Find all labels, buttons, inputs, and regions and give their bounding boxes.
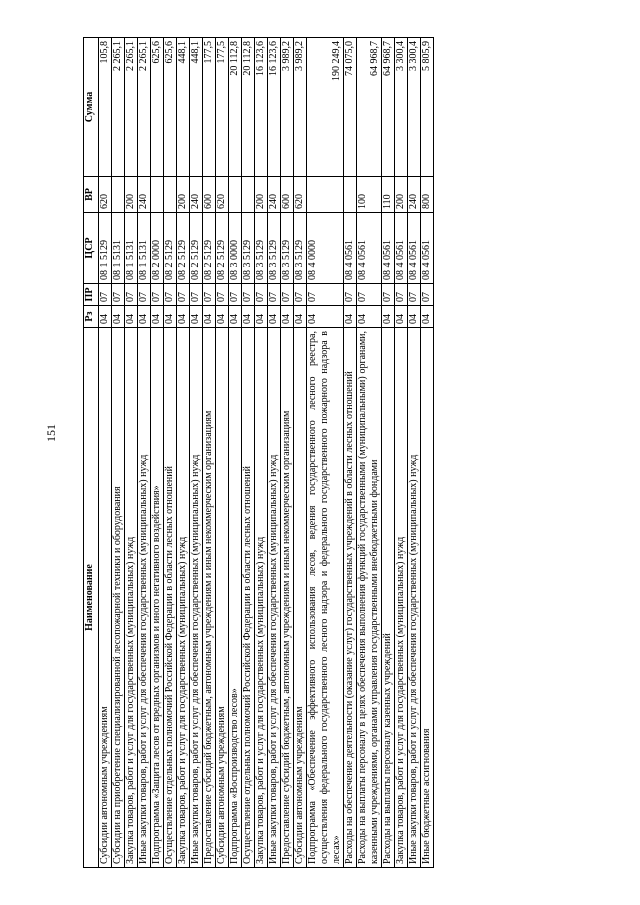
cell-pr: 07 xyxy=(203,284,216,306)
budget-table xyxy=(83,37,434,868)
cell-sum: 2 265,1 xyxy=(112,38,125,177)
cell-vr: 240 xyxy=(408,177,421,213)
cell-rz: 04 xyxy=(125,306,138,328)
cell-sum: 74 075,0 xyxy=(344,38,357,177)
cell-vr: 100 xyxy=(357,177,382,213)
cell-name: Иные закупки товаров, работ и услуг для обеспечения государственных (муниципальных) нужд xyxy=(190,328,203,868)
cell-sum: 20 112,8 xyxy=(242,38,255,177)
table-row xyxy=(408,38,421,868)
table-row xyxy=(216,38,229,868)
table-row xyxy=(421,38,434,868)
cell-csr: 08 3 5129 xyxy=(242,213,255,284)
cell-sum: 2 265,1 xyxy=(138,38,151,177)
table-row xyxy=(344,38,357,868)
cell-rz: 04 xyxy=(99,306,112,328)
cell-sum: 625,6 xyxy=(164,38,177,177)
cell-pr: 07 xyxy=(190,284,203,306)
table-row xyxy=(307,38,344,868)
table-row xyxy=(242,38,255,868)
cell-pr: 07 xyxy=(112,284,125,306)
cell-name: Осуществление отдельных полномочий Российской Федерации в области лесных отношений xyxy=(164,328,177,868)
cell-pr: 07 xyxy=(307,284,344,306)
cell-vr: 240 xyxy=(190,177,203,213)
cell-rz: 04 xyxy=(229,306,242,328)
cell-sum: 190 249,4 xyxy=(307,38,344,177)
cell-sum: 5 805,9 xyxy=(421,38,434,177)
cell-sum: 105,8 xyxy=(99,38,112,177)
cell-sum: 3 989,2 xyxy=(281,38,294,177)
cell-name: Подпрограмма «Воспроизводство лесов» xyxy=(229,328,242,868)
cell-sum: 3 989,2 xyxy=(294,38,307,177)
cell-sum: 3 300,4 xyxy=(395,38,408,177)
table-body xyxy=(99,38,434,868)
cell-rz: 04 xyxy=(216,306,229,328)
rotated-page-content xyxy=(83,38,434,868)
cell-pr: 07 xyxy=(408,284,421,306)
cell-pr: 07 xyxy=(294,284,307,306)
cell-rz: 04 xyxy=(344,306,357,328)
cell-vr: 240 xyxy=(268,177,281,213)
cell-csr: 08 4 0561 xyxy=(408,213,421,284)
cell-name: Расходы на выплаты персоналу в целях обеспечения выполнения функций государственными (муниципальными) органами, казенными учреждениями, органами управления государственными внебюджетными фондами xyxy=(357,328,382,868)
cell-rz: 04 xyxy=(164,306,177,328)
table-row xyxy=(112,38,125,868)
header-rz: Рз xyxy=(84,306,99,328)
cell-name: Иные закупки товаров, работ и услуг для обеспечения государственных (муниципальных) нужд xyxy=(138,328,151,868)
table-row xyxy=(203,38,216,868)
table-row xyxy=(395,38,408,868)
cell-sum: 448,1 xyxy=(177,38,190,177)
cell-pr: 07 xyxy=(281,284,294,306)
cell-vr xyxy=(307,177,344,213)
cell-pr: 07 xyxy=(395,284,408,306)
cell-sum: 177,5 xyxy=(216,38,229,177)
cell-rz: 04 xyxy=(190,306,203,328)
cell-name: Иные закупки товаров, работ и услуг для обеспечения государственных (муниципальных) нужд xyxy=(268,328,281,868)
cell-pr: 07 xyxy=(151,284,164,306)
cell-csr: 08 3 5129 xyxy=(255,213,268,284)
cell-sum: 64 968,7 xyxy=(382,38,395,177)
table-row xyxy=(138,38,151,868)
cell-vr: 200 xyxy=(177,177,190,213)
cell-rz: 04 xyxy=(395,306,408,328)
header-csr: ЦСР xyxy=(84,213,99,284)
header-vr: ВР xyxy=(84,177,99,213)
cell-name: Подпрограмма «Защита лесов от вредных организмов и иного негативного воздействия» xyxy=(151,328,164,868)
cell-name: Субсидии автономным учреждениям xyxy=(99,328,112,868)
cell-rz: 04 xyxy=(294,306,307,328)
cell-name: Предоставление субсидий бюджетным, автономным учреждениям и иным некоммерческим организациям xyxy=(281,328,294,868)
cell-vr xyxy=(164,177,177,213)
cell-pr: 07 xyxy=(177,284,190,306)
cell-vr: 620 xyxy=(294,177,307,213)
cell-vr: 110 xyxy=(382,177,395,213)
table-row xyxy=(255,38,268,868)
table-row xyxy=(125,38,138,868)
cell-csr: 08 2 5129 xyxy=(216,213,229,284)
cell-pr: 07 xyxy=(242,284,255,306)
cell-pr: 07 xyxy=(216,284,229,306)
cell-pr: 07 xyxy=(357,284,382,306)
cell-name: Закупка товаров, работ и услуг для государственных (муниципальных) нужд xyxy=(255,328,268,868)
cell-name: Закупка товаров, работ и услуг для государственных (муниципальных) нужд xyxy=(125,328,138,868)
page-number: 151 xyxy=(44,424,58,442)
table-row xyxy=(268,38,281,868)
cell-name: Субсидии автономным учреждениям xyxy=(216,328,229,868)
cell-sum: 177,5 xyxy=(203,38,216,177)
table-row xyxy=(177,38,190,868)
cell-name: Предоставление субсидий бюджетным, автономным учреждениям и иным некоммерческим организациям xyxy=(203,328,216,868)
cell-csr: 08 1 5131 xyxy=(112,213,125,284)
table-row xyxy=(164,38,177,868)
cell-pr: 07 xyxy=(255,284,268,306)
cell-rz: 04 xyxy=(255,306,268,328)
cell-rz: 04 xyxy=(382,306,395,328)
table-row xyxy=(99,38,112,868)
cell-name: Закупка товаров, работ и услуг для государственных (муниципальных) нужд xyxy=(395,328,408,868)
cell-vr: 800 xyxy=(421,177,434,213)
cell-csr: 08 1 5131 xyxy=(138,213,151,284)
cell-vr: 620 xyxy=(99,177,112,213)
table-row xyxy=(190,38,203,868)
cell-csr: 08 3 5129 xyxy=(268,213,281,284)
cell-vr: 200 xyxy=(125,177,138,213)
header-pr: ПР xyxy=(84,284,99,306)
cell-name: Расходы на обеспечение деятельности (оказание услуг) государственных учреждений в области лесных отношений xyxy=(344,328,357,868)
table-row xyxy=(229,38,242,868)
cell-vr: 600 xyxy=(281,177,294,213)
cell-sum: 64 968,7 xyxy=(357,38,382,177)
cell-vr xyxy=(242,177,255,213)
cell-rz: 04 xyxy=(408,306,421,328)
cell-name: Субсидии на приобретение специализированной лесопожарной техники и оборудования xyxy=(112,328,125,868)
cell-vr: 200 xyxy=(395,177,408,213)
cell-sum: 2 265,1 xyxy=(125,38,138,177)
cell-pr: 07 xyxy=(164,284,177,306)
cell-rz: 04 xyxy=(203,306,216,328)
table-row xyxy=(382,38,395,868)
cell-rz: 04 xyxy=(307,306,344,328)
table-row xyxy=(281,38,294,868)
cell-csr: 08 2 0000 xyxy=(151,213,164,284)
table-header-row xyxy=(84,38,99,868)
cell-csr: 08 2 5129 xyxy=(190,213,203,284)
cell-pr: 07 xyxy=(344,284,357,306)
cell-pr: 07 xyxy=(99,284,112,306)
cell-sum: 20 112,8 xyxy=(229,38,242,177)
cell-vr xyxy=(229,177,242,213)
cell-name: Иные закупки товаров, работ и услуг для обеспечения государственных (муниципальных) нужд xyxy=(408,328,421,868)
cell-rz: 04 xyxy=(138,306,151,328)
cell-vr: 240 xyxy=(138,177,151,213)
cell-vr xyxy=(344,177,357,213)
cell-vr: 620 xyxy=(216,177,229,213)
table-row xyxy=(357,38,382,868)
cell-csr: 08 3 5129 xyxy=(281,213,294,284)
cell-name: Закупка товаров, работ и услуг для государственных (муниципальных) нужд xyxy=(177,328,190,868)
cell-csr: 08 2 5129 xyxy=(164,213,177,284)
cell-rz: 04 xyxy=(268,306,281,328)
cell-csr: 08 4 0561 xyxy=(395,213,408,284)
cell-rz: 04 xyxy=(112,306,125,328)
header-name: Наименование xyxy=(84,328,99,868)
cell-sum: 625,6 xyxy=(151,38,164,177)
cell-csr: 08 2 5129 xyxy=(177,213,190,284)
cell-csr: 08 2 5129 xyxy=(203,213,216,284)
table-row xyxy=(294,38,307,868)
cell-csr: 08 3 5129 xyxy=(294,213,307,284)
cell-rz: 04 xyxy=(177,306,190,328)
table-row xyxy=(151,38,164,868)
cell-name: Расходы на выплаты персоналу казенных учреждений xyxy=(382,328,395,868)
header-sum: Сумма xyxy=(84,38,99,177)
cell-sum: 16 123,6 xyxy=(268,38,281,177)
cell-csr: 08 4 0561 xyxy=(421,213,434,284)
cell-csr: 08 4 0561 xyxy=(344,213,357,284)
cell-sum: 3 300,4 xyxy=(408,38,421,177)
cell-pr: 07 xyxy=(138,284,151,306)
cell-pr: 07 xyxy=(229,284,242,306)
cell-sum: 16 123,6 xyxy=(255,38,268,177)
cell-name: Подпрограмма «Обеспечение эффективного использования лесов, ведения государственного лесного реестра, осуществления федерального государственного лесного надзора и федерального государственного пожарного надзора в лесах» xyxy=(307,328,344,868)
cell-rz: 04 xyxy=(281,306,294,328)
cell-vr: 600 xyxy=(203,177,216,213)
cell-rz: 04 xyxy=(242,306,255,328)
cell-rz: 04 xyxy=(357,306,382,328)
cell-rz: 04 xyxy=(151,306,164,328)
cell-csr: 08 4 0561 xyxy=(357,213,382,284)
cell-name: Осуществление отдельных полномочий Российской Федерации в области лесных отношений xyxy=(242,328,255,868)
cell-pr: 07 xyxy=(268,284,281,306)
cell-pr: 07 xyxy=(421,284,434,306)
cell-rz: 04 xyxy=(421,306,434,328)
cell-csr: 08 1 5131 xyxy=(125,213,138,284)
cell-csr: 08 4 0561 xyxy=(382,213,395,284)
cell-csr: 08 3 0000 xyxy=(229,213,242,284)
cell-vr xyxy=(112,177,125,213)
cell-sum: 448,1 xyxy=(190,38,203,177)
cell-pr: 07 xyxy=(382,284,395,306)
cell-vr xyxy=(151,177,164,213)
cell-name: Иные бюджетные ассигнования xyxy=(421,328,434,868)
cell-name: Субсидии автономным учреждениям xyxy=(294,328,307,868)
cell-vr: 200 xyxy=(255,177,268,213)
cell-csr: 08 4 0000 xyxy=(307,213,344,284)
cell-pr: 07 xyxy=(125,284,138,306)
cell-csr: 08 1 5129 xyxy=(99,213,112,284)
